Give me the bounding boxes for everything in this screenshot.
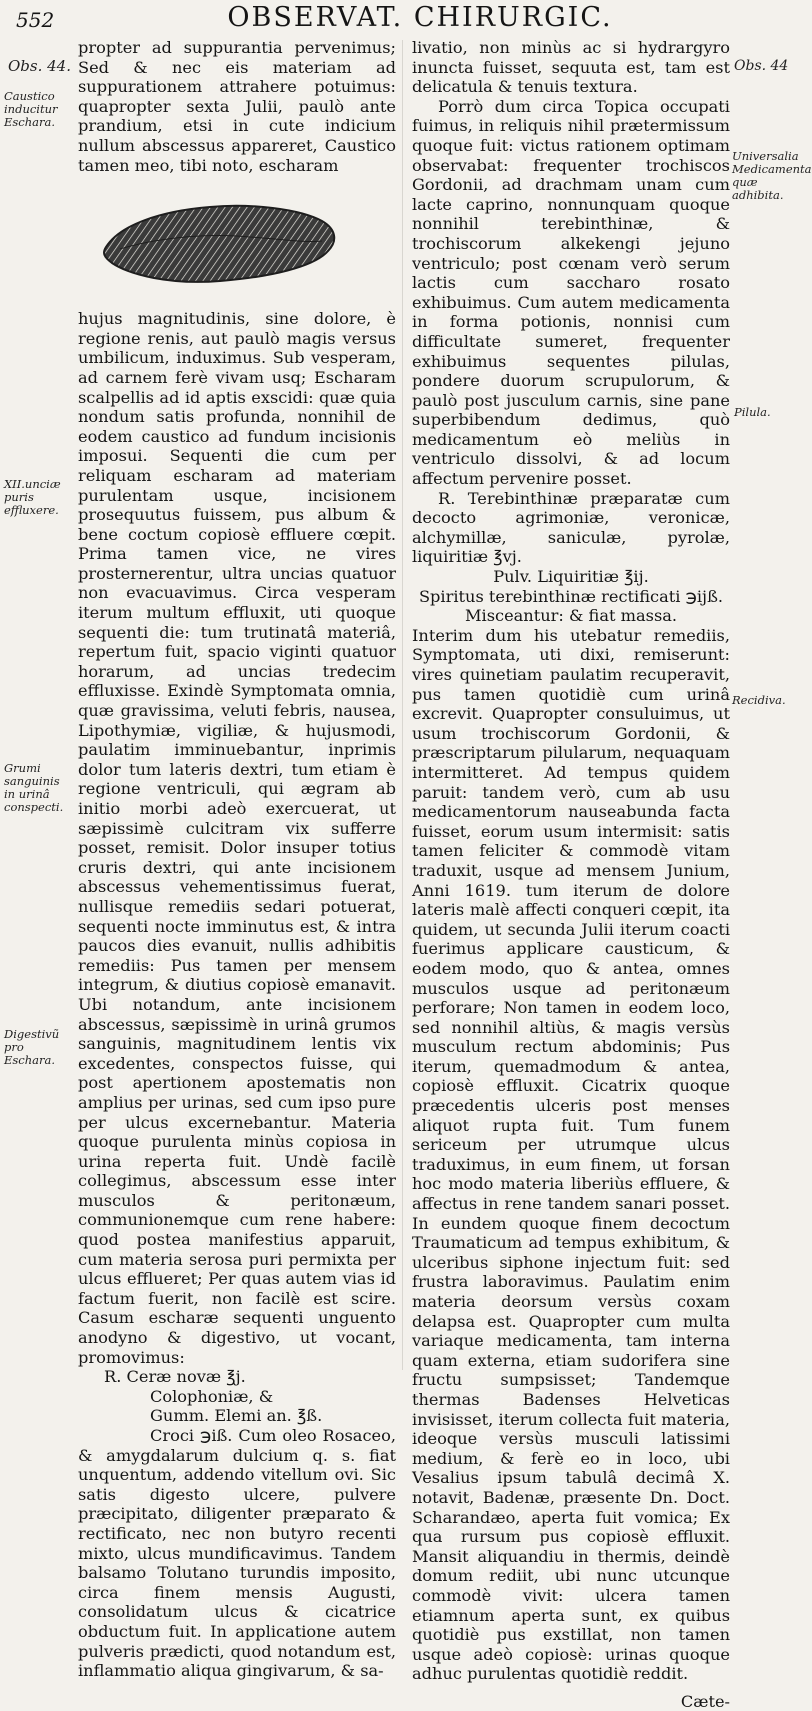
right-column — [412, 38, 730, 1711]
recipe-pilula-2: Pulv. Liquiritiæ ℥ij. — [493, 567, 649, 587]
margin-note-caustico: Caustico inducitur Eschara. — [4, 89, 58, 129]
recipe-line-3: Gumm. Elemi an. ℥ß. — [150, 1406, 323, 1426]
recipe-pilula-4: Misceantur: & fiat massa. — [464, 606, 678, 626]
margin-note-xii-unciae: XII.unciæ puris effluxere. — [4, 477, 61, 517]
margin-note-digestivum: Digestivũ pro Eschara. — [4, 1027, 60, 1067]
page-header — [0, 2, 800, 36]
left-paragraph-2: hujus magnitudinis, sine dolore, è regione renis, aut paulò magis versus umbilicum, induximus. Sub vesperam, ad carnem ferè vivam usq; Escharam scalpellis ad id aptis exscidi: quæ quia nondum satis profunda, nonnihil de eodem caustico ad fundum incisionis imposui. Sequenti die cum per reliquam escharam ad materiam purulentam usque, incisionem prosequutus fuissem, pus album & bene coctum copiosè effluere cœpit. Prima tamen vice, ne vires prosternerentur, ultra uncias quatuor non evacuavimus. Circa vesperam iterum multum effluxit, uti quoque sequenti die: tum trutinatâ materiâ, repertum fuit, spacio viginti quatuor horarum, ad uncias tredecim effluxisse. Exindè Symptomata omnia, quæ gravissima, veluti febris, nausea, Lipothymiæ, vigiliæ, & hujusmodi, paulatim imminuebantur, inprimis dolor tum lateris dextri, tum etiam è regione ventriculi, qui ægram ab initio morbi adeò exercuerat, ut sæpissimè culcitram vix sufferre posset, remisit. Dolor insuper totius cruris dextri, qui ante incisionem abscessus vehementissimus fuerat, nullisque remediis sedari potuerat, sequenti nocte imminutus est, & intra paucos dies evanuit, nullis adhibitis remediis: Pus tamen per mensem integrum, & diutius copiosè emanavit. Ubi notandum, ante incisionem abscessus, sæpissimè in urinâ grumos sanguinis, magnitudinem lentis vix excedentes, conspectos fuisse, qui post apertionem apostematis non amplius per urinas, sed cum ipso pure per ulcus excernebantur. Materia quoque purulenta minùs copiosa in urina reperta fuit. Undè facilè collegimus, abscessum esse inter musculos & peritonæum, communionemque cum rene habere: quod postea manifestius apparuit, cum materia serosa puri permixta per ulcus efflueret; Per quas autem vias id factum fuerit, non facilè est scire. Casum escharæ sequenti unguento anodyno & digestivo, ut vocant, promovimus: — [78, 309, 396, 1367]
right-paragraph-2: Porrò dum circa Topica occupati fuimus, in reliquis nihil prætermissum quoque fuit: victus rationem optimam observabat: frequenter trochiscos Gordonii, ad drachmam unam cum lacte caprino, nonnunquam quoque nonnihil terebinthinæ, & trochiscorum alkekengi jejuno ventriculo; post cœnam verò serum lactis cum saccharo rosato exhibuimus. Cum autem medicamenta in forma potionis, nonnisi cum difficultate sumeret, frequenter exhibuimus sequentes pilulas, pondere duorum scrupulorum, & paulò post jusculum carnis, sine pane superbibendum dedimus, quò medicamentum eò meliùs in ventriculo dissolvi, & ad locum affectum pervenire posset. — [412, 96, 730, 489]
left-paragraph-3: Croci ℈iß. Cum oleo Rosaceo, & amygdalarum dulcium q. s. fiat unquentum, addendo vitellum ovi. Sic satis digesto ulcere, pulvere præcipitato, diligenter præparato & rectificato, nec non butyro recenti mixto, ulcus mundificavimus. Tandem balsamo Tolutano turundis imposito, circa finem mensis Augusti, consolidatum ulcus & cicatrice obductum fuit. In applicatione autem pulveris prædicti, quod notandum est, inflammatio aliqua gingivarum, & sa- — [78, 1426, 396, 1681]
eschar-illustration — [100, 197, 340, 289]
margin-note-obs-right: Obs. 44 — [734, 58, 789, 74]
recipe-line-1: R. Ceræ novæ ℥j. — [104, 1367, 246, 1387]
margin-note-recidiva: Recidiva. — [732, 693, 786, 707]
column-divider — [402, 40, 403, 1370]
left-paragraph-1: propter ad suppurantia pervenimus; Sed & nec eis materiam ad suppurationem attrahere potuimus: quapropter sexta Julii, paulò ante prandium, etsi in cute indicium nullum abscessus appareret, Caustico tamen meo, tibi noto, escharam — [78, 38, 396, 175]
margin-note-grumi: Grumi sanguinis in urinâ conspecti. — [4, 761, 64, 814]
recipe-pilula-3: Spiritus terebinthinæ rectificati ℈ijß. — [418, 586, 724, 606]
page-number: 552 — [16, 8, 55, 32]
recipe-pilula-1: R. Terebinthinæ præparatæ cum decocto agrimoniæ, veronicæ, alchymillæ, saniculæ, pyrolæ, liquiritiæ ℥vj. — [412, 488, 730, 567]
recipe-line-2: Colophoniæ, & — [150, 1386, 274, 1406]
running-head: OBSERVAT. CHIRURGIC. — [227, 2, 613, 33]
margin-note-obs: Obs. 44. — [8, 57, 71, 75]
right-paragraph-1: livatio, non minùs ac si hydrargyro inuncta fuisset, sequuta est, tam est delicatula & tenuis textura. — [412, 38, 730, 97]
catchword: Cæte- — [680, 1691, 730, 1711]
margin-note-universalia: Universalia Medicamenta quæ adhibita. — [732, 149, 812, 202]
left-column — [78, 38, 396, 1681]
right-paragraph-3: Interim dum his utebatur remediis, Symptomata, uti dixi, remiserunt: vires quinetiam paulatim recuperavit, pus tamen quotidiè cum urinâ excrevit. Quapropter consuluimus, ut usum trochiscorum Gordonii, & præscriptarum pilularum, nequaquam intermitteret. Ad tempus quidem paruit: tandem verò, cum ab usu medicamentorum nauseabunda facta fuisset, eorum usum intermisit: satis tamen feliciter & commodè vitam traduxit, usque ad mensem Junium, Anni 1619. tum iterum de dolore lateris malè affecti conqueri cœpit, ita quidem, ut secunda Julii iterum coacti fuerimus applicare causticum, & eodem modo, quo & antea, omnes musculos usque ad peritonæum perforare; Non tamen in eodem loco, sed nonnihil altiùs, & magis versùs musculum rectum abdominis; Pus iterum, quemadmodum & antea, copiosè effluxit. Cicatrix quoque præcedentis ulceris post menses aliquot rupta fuit. Tum funem sericeum per utrumque ulcus traduximus, in eum finem, ut forsan hoc modo materia liberiùs effluere, & affectus in rene tandem sanari posset. In eundem quoque finem decoctum Traumaticum ad tempus exhibitum, & ulceribus siphone injectum fuit: sed frustra laboravimus. Paulatim enim materia deorsum versùs coxam delapsa est. Quapropter cum multa variaque medicamenta, tam interna quam externa, etiam sudorifera sine fructu sumpsisset; Tandemque thermas Badenses Helveticas invisisset, iterum collecta fuit materia, ideoque versùs musculi latissimi medium, & ferè eo in loco, ubi Vesalius ipsum tabulâ decimâ X. notavit, Badenæ, præsente Dn. Doct. Scharandæo, aperta fuit vomica; Ex qua rursum pus copiosè effluxit. Mansit aliquandiu in thermis, deindè domum rediit, ubi nunc utcunque commodè vivit: ulcera tamen etiamnum aperta sunt, ex quibus quotidiè pus exstillat, non tamen usque adeò copiosè: urinas quoque adhuc purulentas quotidiè reddit. — [412, 625, 730, 1684]
margin-note-pilula: Pilula. — [734, 405, 771, 419]
